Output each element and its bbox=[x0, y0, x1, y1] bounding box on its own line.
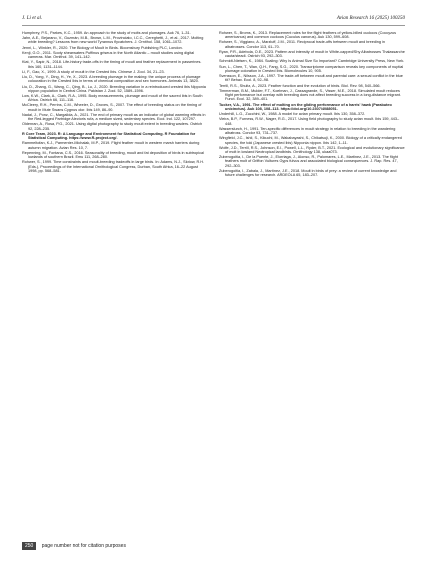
reference-item: Zuberogoitia, I., De la Puente, J., Elorriaga, J., Alonso, R., Palomares, L.E., Martinez, J.E., 2013. The flight feathers molt of Griffon Vultures Gyps fulvus and associated biological consequences. J. Rap. Res. 47, 292–303. bbox=[219, 155, 398, 168]
reference-item: Rohwer, S., Broms, K., 2013. Replacement rules for the flight feathers of yellow-billed cuckoos (Coccyzus americanus) and common cuckoos (Cuculus canorus). Auk 130, 599–608. bbox=[219, 31, 397, 40]
reference-item: Nadal, J., Ponz, C., Margalida, A., 2021. The end of primary moult as an indicator of global warming effects in the Red-legged Partridge Alectoris rufa, a medium sized, sedentary species. Ecol. Ind. 122, 107297. bbox=[22, 112, 206, 122]
reference-item: Rammeltofan, K.J., Parmenter-Michalak, M.P., 2019. Flight feather moult in western marsh harriers during autumn migration. Avian Res. 10, 7. bbox=[22, 141, 200, 150]
reference-item-r-core[interactable]: R Core Team, 2023. R: A Language and Environment for Statistical Computing. R Foundation for Statistical Computing. https://www.R-project.org/. bbox=[22, 131, 196, 141]
reference-item: Terrill, R.S., Shultz, A., 2023. Feather function and the evolution of birds. Biol. Rev. 98, 540–566. bbox=[219, 83, 381, 88]
reference-item: Wolfe, J.D., Terrill, R.S., Johnson, E.I., Powell, L.L., Ryder, B.T., 2021. Ecological and evolutionary significance of molt in lowland Neotropical landbirds. Ornithology 138, ukaa073. bbox=[219, 145, 405, 154]
reference-item: Oldenran, A., Rosa, P.G., 2021. Using digital photography to study moult extent in breeding waders. Ostrich 92, 228–235. bbox=[22, 122, 203, 131]
reference-item: Liu, D., Yong, Y., Ding, H., Ye, X., 2023. A breeding plumage in the making: the unique process of plumage colouration in the Crested Ibis in terms of chemical composition and sex hormones. Animals 13, 3820. bbox=[22, 75, 201, 84]
header-authors: J. Li et al. bbox=[22, 16, 43, 21]
page-number: 250 bbox=[22, 542, 36, 550]
reference-item: Rohwer, S., 1999. Time constraints and moult-breeding tradeoffs in large birds. In: Adams, N.J., Slotow, R.H. (Eds.), Proceedings of the International Ornithological Congress, Durban, South Africa, 16–22 August 1998, pp. 568–581. bbox=[22, 160, 205, 173]
reference-item: Li, F., Gao, X., 1999. A study of moult in the Crested Ibis. Chinese J. Zool. 34, 21–23. bbox=[22, 69, 165, 74]
reference-item: Liu, D., Zhang, G., Wang, C., Qing, B., Lu, J., 2020. Breeding variation in a reintroduced crested ibis Nipponia nippon population in Central China. Pakistan J. Zool. 52, 1589–1596. bbox=[22, 84, 206, 93]
reference-item: Vieira, B.P., Furness, R.W., Nager, R.G., 2017. Using field photography to study avian moult. Ibis 159, 443–448. bbox=[219, 117, 400, 126]
page-number-note: page number not for citation purposes bbox=[41, 543, 126, 549]
reference-item: Rohwer, S., Viggiano, A., Marzluff, J.M., 2011. Reciprocal trade-offs between moult and breeding in albatrosses. Condor 113, 61–70. bbox=[219, 40, 386, 49]
reference-item: Kiat, Y., Sapir, N., 2018. Life-history trade-offs in the timing of moult and feather replacement in passerines. Ibis 160, 1131–1144. bbox=[22, 60, 202, 69]
references-left-column bbox=[22, 31, 206, 174]
reference-item: Underhill, L.G., Zucchini, W., 1988. A model for avian primary moult. Ibis 130, 358–372. bbox=[219, 112, 366, 117]
reference-item: Wingfield, J.C., Ishii, S., Kikuchi, M., Wakabayashi, S., Chikatsuji, K., 2000. Biology of a critically endangered species, the toki (Japanese crested ibis) Nipponia nippon. Ibis 142, 1–11. bbox=[219, 136, 402, 145]
reference-item: Wasserslurch, H., 1991. Ten-specific differences in moult strategy in relation to breeding in the wandering albatross. Condor 93, 731–737. bbox=[219, 126, 396, 136]
reference-item: Jahn, A.E., Bejarano, V., Guzmán, M.B., Brown, L.M., Provinciato, I.C.C., Cereghetti, J., et al., 2017. Molting while breeding? Lessons from new world Tyrannus flycatchers. J. Ornithol. 158, 1061–1072. bbox=[22, 36, 204, 45]
header-divider bbox=[22, 25, 405, 26]
reference-item: Svensson, E., Nilsson, J.A., 1997. The trade-off between moult and parental care: a sexual conflict in the blue tit? Behav. Ecol. 8, 92–98. bbox=[219, 74, 403, 83]
reference-item: Zuberogoitia, I., Zabala, J., Martínez, J.E., 2018. Moult in birds of prey: a review of current knowledge and future challenges for research. ARDEOLA 65, 183–207. bbox=[219, 168, 397, 178]
page-footer bbox=[22, 541, 182, 551]
header-journal: Avian Research 16 (2025) 100250 bbox=[336, 16, 405, 21]
reference-item: Jenni, L., Winkler, R., 2020. The Biology of Moult in Birds. Bloomsbury Publishing PLC, London. bbox=[22, 45, 183, 50]
reference-item: McCleery, R.H., Perrins, C.M., Wheeler, D., Groves, S., 2007. The effect of breeding status on the timing of moult in Mute Swans Cygnus olor. Ibis 149, 86–90. bbox=[22, 103, 202, 112]
reference-item: Timmerman, B.M., Mulder, F.T., Koelman, J., Cassagrande, S., Visser, M.E., 2018. Simulated moult reduces flight performance but overlap with breeding does not affect breeding success in a long-distance migrant. Funct. Ecol. 32, 389–401. bbox=[219, 88, 401, 102]
reference-item: Low, K.W., Clark, A., Clark, R.A., 1995. Body measurements, plumage and moult of the sacred ibis in South Africa. Ostrich 66, 111–116. bbox=[22, 93, 203, 103]
references-right-column bbox=[219, 31, 405, 178]
reference-item: Humphrey, P.S., Parkes, K.C., 1959. An approach to the study of molts and plumages. Auk 76, 1–31. bbox=[22, 31, 191, 35]
reference-item: Repenning, M., Fontana, C.S., 2016. Seasonality of breeding, moult and fat deposition of birds in subtropical lowlands of southern Brazil. Emu 111, 268–280. bbox=[22, 150, 204, 160]
reference-item-tucker[interactable]: Tucker, V.A., 1991. The effect of molting on the gliding performance of a harris' hawk (Parabuteo unicinctus). Auk 108, 108–113. https://doi.org/10.2307/4088051. bbox=[219, 102, 392, 111]
reference-item: Sun, L., Chen, T., Wan, Q.H., Fang, S.G., 2020. Transcriptome comparison reveals key components of nuptial plumage coloration in Crested Ibis. Biomolecules 10, 905. bbox=[219, 64, 404, 73]
reference-item: Ryan, P.R., Adebola, O.E., 2023. Pattern and intensity of moult in White-capped/Shy Albatrosses Thalassarche cauta/steadi. Ostrich 93, 292–303. bbox=[219, 49, 405, 59]
reference-item: Kenji, G.O., 2011. Sooty shearwaters Puffinus griseus in the North Atlantic – moult studies using digital cameras. Mar. Ornithol. 39, 141–142. bbox=[22, 50, 195, 60]
reference-item: Schmidt-Nielsen, K., 1984. Scaling: Why Is Animal Size So Important? Cambridge University Press, New York. bbox=[219, 59, 405, 64]
